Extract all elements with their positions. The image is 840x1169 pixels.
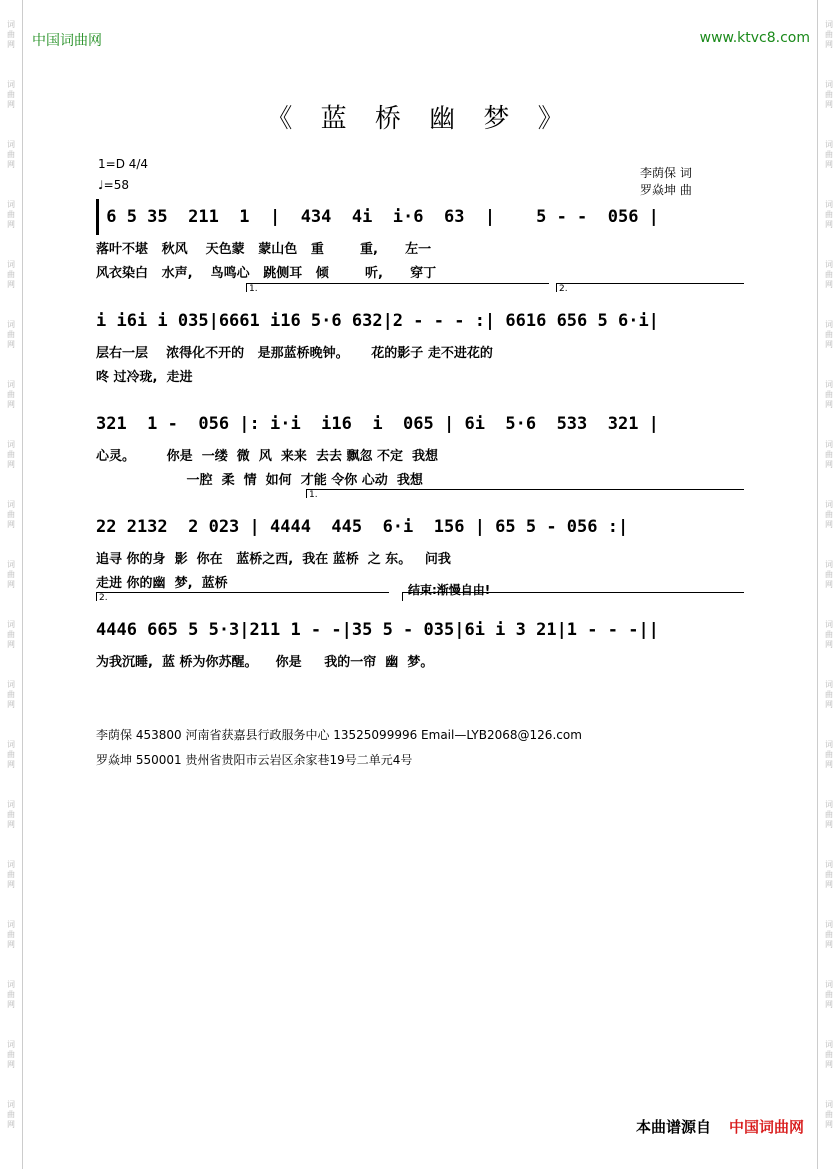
left-margin-strip (0, 0, 23, 1169)
watermark-text: 词 曲 网 (825, 740, 833, 769)
notation-line: 321 1 - 056 |: i·i i16 i 065 | 6i 5·6 533 321 | (96, 414, 659, 434)
lyric-verse-1: 心灵。 你是 一缕 微 风 来来 去去 飘忽 不定 我想 (96, 449, 439, 464)
right-margin-strip (817, 0, 840, 1169)
watermark-text: 词 曲 网 (825, 320, 833, 349)
source-label: 本曲谱源自 (635, 1118, 711, 1136)
watermark-text: 词 曲 网 (7, 560, 15, 589)
composer-credit: 罗焱坤 曲 (640, 183, 692, 197)
watermark-text: 词 曲 网 (7, 800, 15, 829)
watermark-text: 词 曲 网 (7, 320, 15, 349)
watermark-text: 词 曲 网 (7, 140, 15, 169)
tempo-mark: ♩=58 (98, 178, 129, 192)
notation-line: 22 2132 2 023 | 4444 445 6·i 156 | 65 5 - 056 :| (96, 517, 629, 537)
watermark-text: 词 曲 网 (7, 500, 15, 529)
watermark-text: 词 曲 网 (7, 740, 15, 769)
watermark-text: 词 曲 网 (7, 620, 15, 649)
lyric-verse-1: 落叶不堪 秋风 天色蒙 蒙山色 重 重, 左一 (96, 242, 432, 257)
volta-bracket-2: 2. (556, 283, 744, 292)
watermark-text: 词 曲 网 (825, 440, 833, 469)
notation-line: 4446 665 5 5·3|211 1 - -|35 5 - 035|6i i 3 21|1 - - -|| (96, 620, 659, 640)
watermark-text: 词 曲 网 (825, 80, 833, 109)
lyric-verse-2: 走进 你的幽 梦, 蓝桥 (96, 576, 228, 591)
watermark-text: 词 曲 网 (825, 680, 833, 709)
watermark-text: 词 曲 网 (825, 20, 833, 49)
watermark-text: 词 曲 网 (825, 620, 833, 649)
watermark-text: 词 曲 网 (825, 980, 833, 1009)
watermark-text: 词 曲 网 (7, 380, 15, 409)
watermark-text: 词 曲 网 (7, 680, 15, 709)
watermark-text: 词 曲 网 (825, 380, 833, 409)
watermark-text: 词 曲 网 (7, 980, 15, 1009)
notation-line: i i6i i 035|6661 i16 5·6 632|2 - - - :| 6616 656 5 6·i| (96, 311, 659, 331)
watermark-text: 词 曲 网 (825, 860, 833, 889)
watermark-text: 词 曲 网 (7, 80, 15, 109)
watermark-text: 词 曲 网 (825, 800, 833, 829)
source-attribution (636, 1116, 804, 1137)
lyric-verse-1: 层右一层 浓得化不开的 是那蓝桥晚钟。 花的影子 走不进花的 (96, 346, 493, 361)
volta-bracket-1: 1. (306, 489, 744, 498)
watermark-text: 词 曲 网 (825, 500, 833, 529)
watermark-text: 词 曲 网 (825, 920, 833, 949)
watermark-text: 词 曲 网 (7, 1040, 15, 1069)
watermark-text: 词 曲 网 (7, 200, 15, 229)
watermark-text: 词 曲 网 (825, 560, 833, 589)
site-url[interactable]: www.ktvc8.com (699, 30, 810, 46)
watermark-text: 词 曲 网 (7, 20, 15, 49)
watermark-text: 词 曲 网 (7, 1100, 15, 1129)
ending-instruction: 结束:渐慢自由! (408, 583, 491, 597)
watermark-text: 词 曲 网 (825, 140, 833, 169)
key-signature: 1=D 4/4 (98, 157, 149, 171)
volta-bracket-ending (402, 592, 744, 601)
watermark-text: 词 曲 网 (825, 200, 833, 229)
watermark-text: 词 曲 网 (7, 860, 15, 889)
lyric-verse-1: 为我沉睡, 蓝 桥为你苏醒。 你是 我的一帘 幽 梦。 (96, 655, 434, 670)
watermark-text: 词 曲 网 (7, 920, 15, 949)
lyric-verse-2: 咚 过冷珑, 走进 (96, 370, 193, 385)
lyric-verse-2: 风衣染白 水声, 鸟鸣心 跳侧耳 倾 听, 穿丁 (96, 266, 437, 281)
volta-bracket-2: 2. (96, 592, 389, 601)
site-name-left[interactable]: 中国词曲网 (32, 33, 102, 49)
source-site[interactable]: 中国词曲网 (728, 1118, 804, 1136)
watermark-text: 词 曲 网 (825, 1040, 833, 1069)
watermark-text: 词 曲 网 (825, 1100, 833, 1129)
song-title: 《 蓝 桥 幽 梦 》 (266, 104, 574, 134)
watermark-text: 词 曲 网 (7, 440, 15, 469)
lyric-verse-1: 追寻 你的身 影 你在 蓝桥之西, 我在 蓝桥 之 东。 问我 (96, 552, 451, 567)
composer-contact: 罗焱坤 550001 贵州省贵阳市云岩区余家巷19号二单元4号 (96, 753, 413, 767)
notation-line: 6 5 35 211 1 | 434 4i i·6 63 | 5 - - 056 | (96, 207, 659, 227)
lyric-verse-2: 一腔 柔 情 如何 才能 令你 心动 我想 (96, 473, 423, 488)
watermark-text: 词 曲 网 (7, 260, 15, 289)
watermark-text: 词 曲 网 (825, 260, 833, 289)
lyricist-contact: 李荫保 453800 河南省获嘉县行政服务中心 13525099996 Email—LYB2068@126.com (96, 728, 582, 742)
lyricist-credit: 李荫保 词 (640, 166, 692, 180)
volta-bracket-1: 1. (246, 283, 549, 292)
